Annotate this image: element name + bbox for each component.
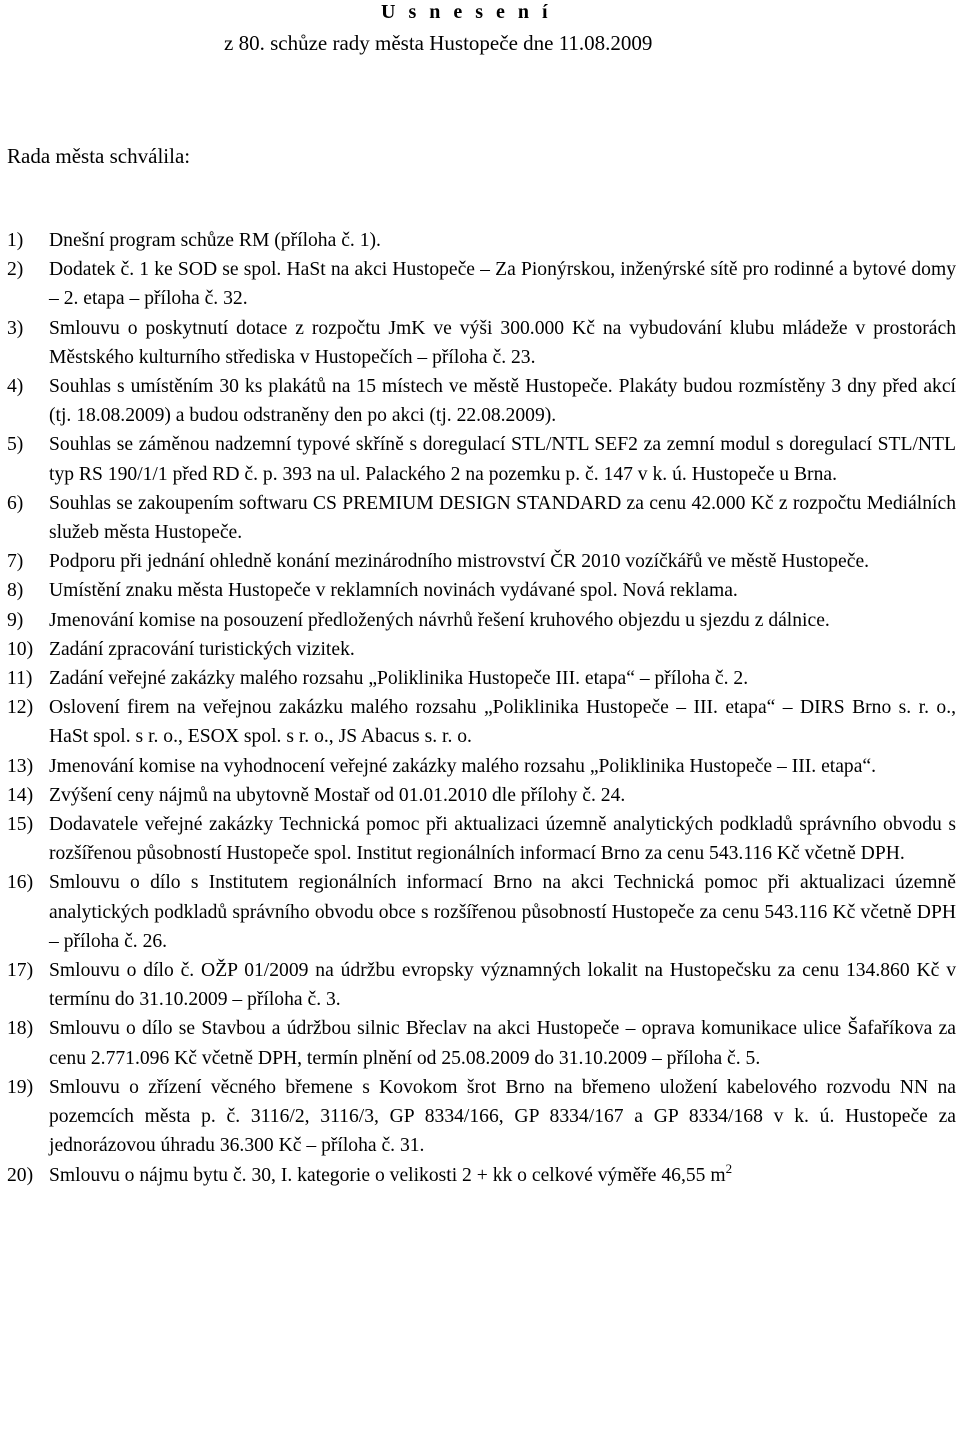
item-text [49, 639, 355, 660]
document-subtitle: z 80. schůze rady města Hustopeče dne 11.08.2009 [224, 31, 653, 55]
item-text-content: Dnešní program schůze RM (příloha č. 1). [49, 230, 381, 251]
item-text [49, 814, 956, 864]
item-text [49, 580, 738, 601]
item-text [49, 1077, 956, 1156]
list-item [0, 781, 960, 810]
item-number: 12) [7, 697, 34, 719]
item-text-content: Zadání zpracování turistických vizitek. [49, 638, 355, 660]
item-number: 16) [7, 872, 34, 894]
list-item [0, 547, 960, 576]
item-number: 15) [7, 814, 34, 836]
item-number: 8) [7, 580, 24, 602]
item-text-content: Dodatek č. 1 ke SOD se spol. HaSt na akci Hustopeče – Za Pionýrskou, inženýrské sítě pro rodinné a bytové domy – 2. etapa – příloha č. 32. [49, 259, 956, 310]
item-text-content: Zvýšení ceny nájmů na ubytovně Mostař od 01.01.2010 dle přílohy č. 24. [49, 784, 626, 806]
item-number: 6) [7, 492, 24, 514]
list-item [0, 752, 960, 781]
item-number: 2) [7, 259, 24, 281]
item-text-content: Smlouvu o dílo se Stavbou a údržbou silnic Břeclav na akci Hustopeče – oprava komunikace ulice Šafaříkova za cenu 2.771.096 Kč včetně DPH, termín plnění od 25.08.2009 do 31.10.2009 – příloha č. 5. [49, 1018, 956, 1069]
item-text-content: Jmenování komise na vyhodnocení veřejné zakázky malého rozsahu „Poliklinika Hustopeče – III. etapa“. [49, 755, 877, 777]
intro-heading: Rada města schválila: [7, 144, 191, 168]
item-text-content: Dodavatele veřejné zakázky Technická pomoc při aktualizaci územně analytických podkladů správního obvodu s rozšířenou působností Hustopeče spol. Institut regionálních informací Brno za cenu 543.116 Kč včetně DPH. [49, 814, 956, 865]
item-text [49, 610, 830, 631]
item-text [49, 1018, 956, 1068]
item-number: 18) [7, 1018, 34, 1040]
item-number: 17) [7, 960, 34, 982]
item-number: 10) [7, 638, 34, 660]
item-text-content: Smlouvu o dílo s Institutem regionálních informací Brno na akci Technická pomoc při aktualizaci územně analytických podkladů správního obvodu obce s rozšířenou působností Hustopeče za cenu 543.116 Kč včetně DPH – příloha č. 26. [49, 872, 956, 952]
item-text-content: Smlouvu o zřízení věcného břemene s Kovokom šrot Brno na břemeno uložení kabelového rozvodu NN na pozemcích města p. č. 3116/2, 3116/3, GP 8334/166, GP 8334/167 a GP 8334/168 v k. ú. Hustopeče za jednorázovou úhradu 36.300 Kč – příloha č. 31. [49, 1076, 956, 1157]
list-item [0, 226, 960, 255]
list-item [0, 1161, 960, 1190]
item-text-content: Souhlas s umístěním 30 ks plakátů na 15 místech ve městě Hustopeče. Plakáty budou rozmístěny 3 dny před akcí (tj. 18.08.2009) a budou odstraněny den po akci (tj. 22.08.2009). [49, 376, 956, 427]
item-text-content: Souhlas se zakoupením softwaru CS PREMIUM DESIGN STANDARD za cenu 42.000 Kč z rozpočtu Mediálních služeb města Hustopeče. [49, 492, 956, 544]
item-text [49, 259, 956, 309]
resolution-list [0, 226, 960, 1190]
item-text-content: Smlouvu o nájmu bytu č. 30, I. kategorie o velikosti 2 + kk o celkové výměře 46,55 m [49, 1164, 726, 1186]
item-number: 19) [7, 1076, 34, 1098]
item-text [49, 668, 748, 689]
list-item [0, 576, 960, 605]
list-item [0, 664, 960, 693]
item-text [49, 1160, 733, 1186]
superscript: 2 [725, 1160, 733, 1176]
item-text-content: Umístění znaku města Hustopeče v reklamních novinách vydávané spol. Nová reklama. [49, 580, 738, 602]
item-text-content: Jmenování komise na posouzení předložených návrhů řešení kruhového objezdu u sjezdu z dálnice. [49, 609, 830, 631]
item-number: 5) [7, 434, 24, 456]
list-item [0, 1014, 960, 1072]
list-item [0, 372, 960, 430]
item-number: 3) [7, 317, 24, 339]
item-number: 4) [7, 376, 24, 398]
item-text-content: Smlouvu o dílo č. OŽP 01/2009 na údržbu evropsky významných lokalit na Hustopečsku za cenu 134.860 Kč v termínu do 31.10.2009 – příloha č. 3. [49, 960, 956, 1011]
item-text [49, 493, 956, 543]
item-text [49, 318, 956, 368]
list-item [0, 1073, 960, 1161]
item-number: 13) [7, 755, 34, 777]
item-text [49, 872, 956, 951]
item-text-content: Smlouvu o poskytnutí dotace z rozpočtu JmK ve výši 300.000 Kč na vybudování klubu mládeže v prostorách Městského kulturního střediska v Hustopečích – příloha č. 23. [49, 317, 956, 368]
item-number: 20) [7, 1164, 34, 1186]
item-text-content: Podporu při jednání ohledně konání mezinárodního mistrovství ČR 2010 vozíčkářů ve městě Hustopeče. [49, 551, 870, 573]
item-text [49, 376, 956, 426]
list-item [0, 314, 960, 372]
item-text [49, 785, 625, 806]
item-number: 7) [7, 551, 24, 573]
item-text [49, 551, 869, 572]
list-item [0, 868, 960, 956]
item-number: 9) [7, 609, 24, 631]
list-item [0, 635, 960, 664]
item-number: 11) [7, 668, 33, 690]
list-item [0, 810, 960, 868]
item-text [49, 756, 876, 777]
item-text-content: Zadání veřejné zakázky malého rozsahu „Poliklinika Hustopeče III. etapa“ – příloha č. 2. [49, 668, 749, 690]
list-item [0, 956, 960, 1014]
item-text [49, 960, 956, 1010]
list-item [0, 489, 960, 547]
item-text [49, 697, 956, 747]
list-item [0, 693, 960, 751]
list-item [0, 430, 960, 488]
list-item [0, 606, 960, 635]
item-number: 14) [7, 784, 34, 806]
document-title: U s n e s e n í [381, 1, 552, 23]
item-text-content: Souhlas se záměnou nadzemní typové skříně s doregulací STL/NTL SEF2 za zemní modul s doregulací STL/NTL typ RS 190/1/1 před RD č. p. 393 na ul. Palackého 2 na pozemku p. č. 147 v k. ú. Hustopeče u Brna. [49, 434, 956, 485]
list-item [0, 255, 960, 313]
item-text-content: Oslovení firem na veřejnou zakázku malého rozsahu „Poliklinika Hustopeče – III. etapa“ – DIRS Brno s. r. o., HaSt spol. s r. o., ESOX spol. s r. o., JS Abacus s. r. o. [49, 697, 956, 748]
item-text [49, 230, 381, 251]
item-text [49, 434, 956, 484]
item-number: 1) [7, 230, 24, 251]
